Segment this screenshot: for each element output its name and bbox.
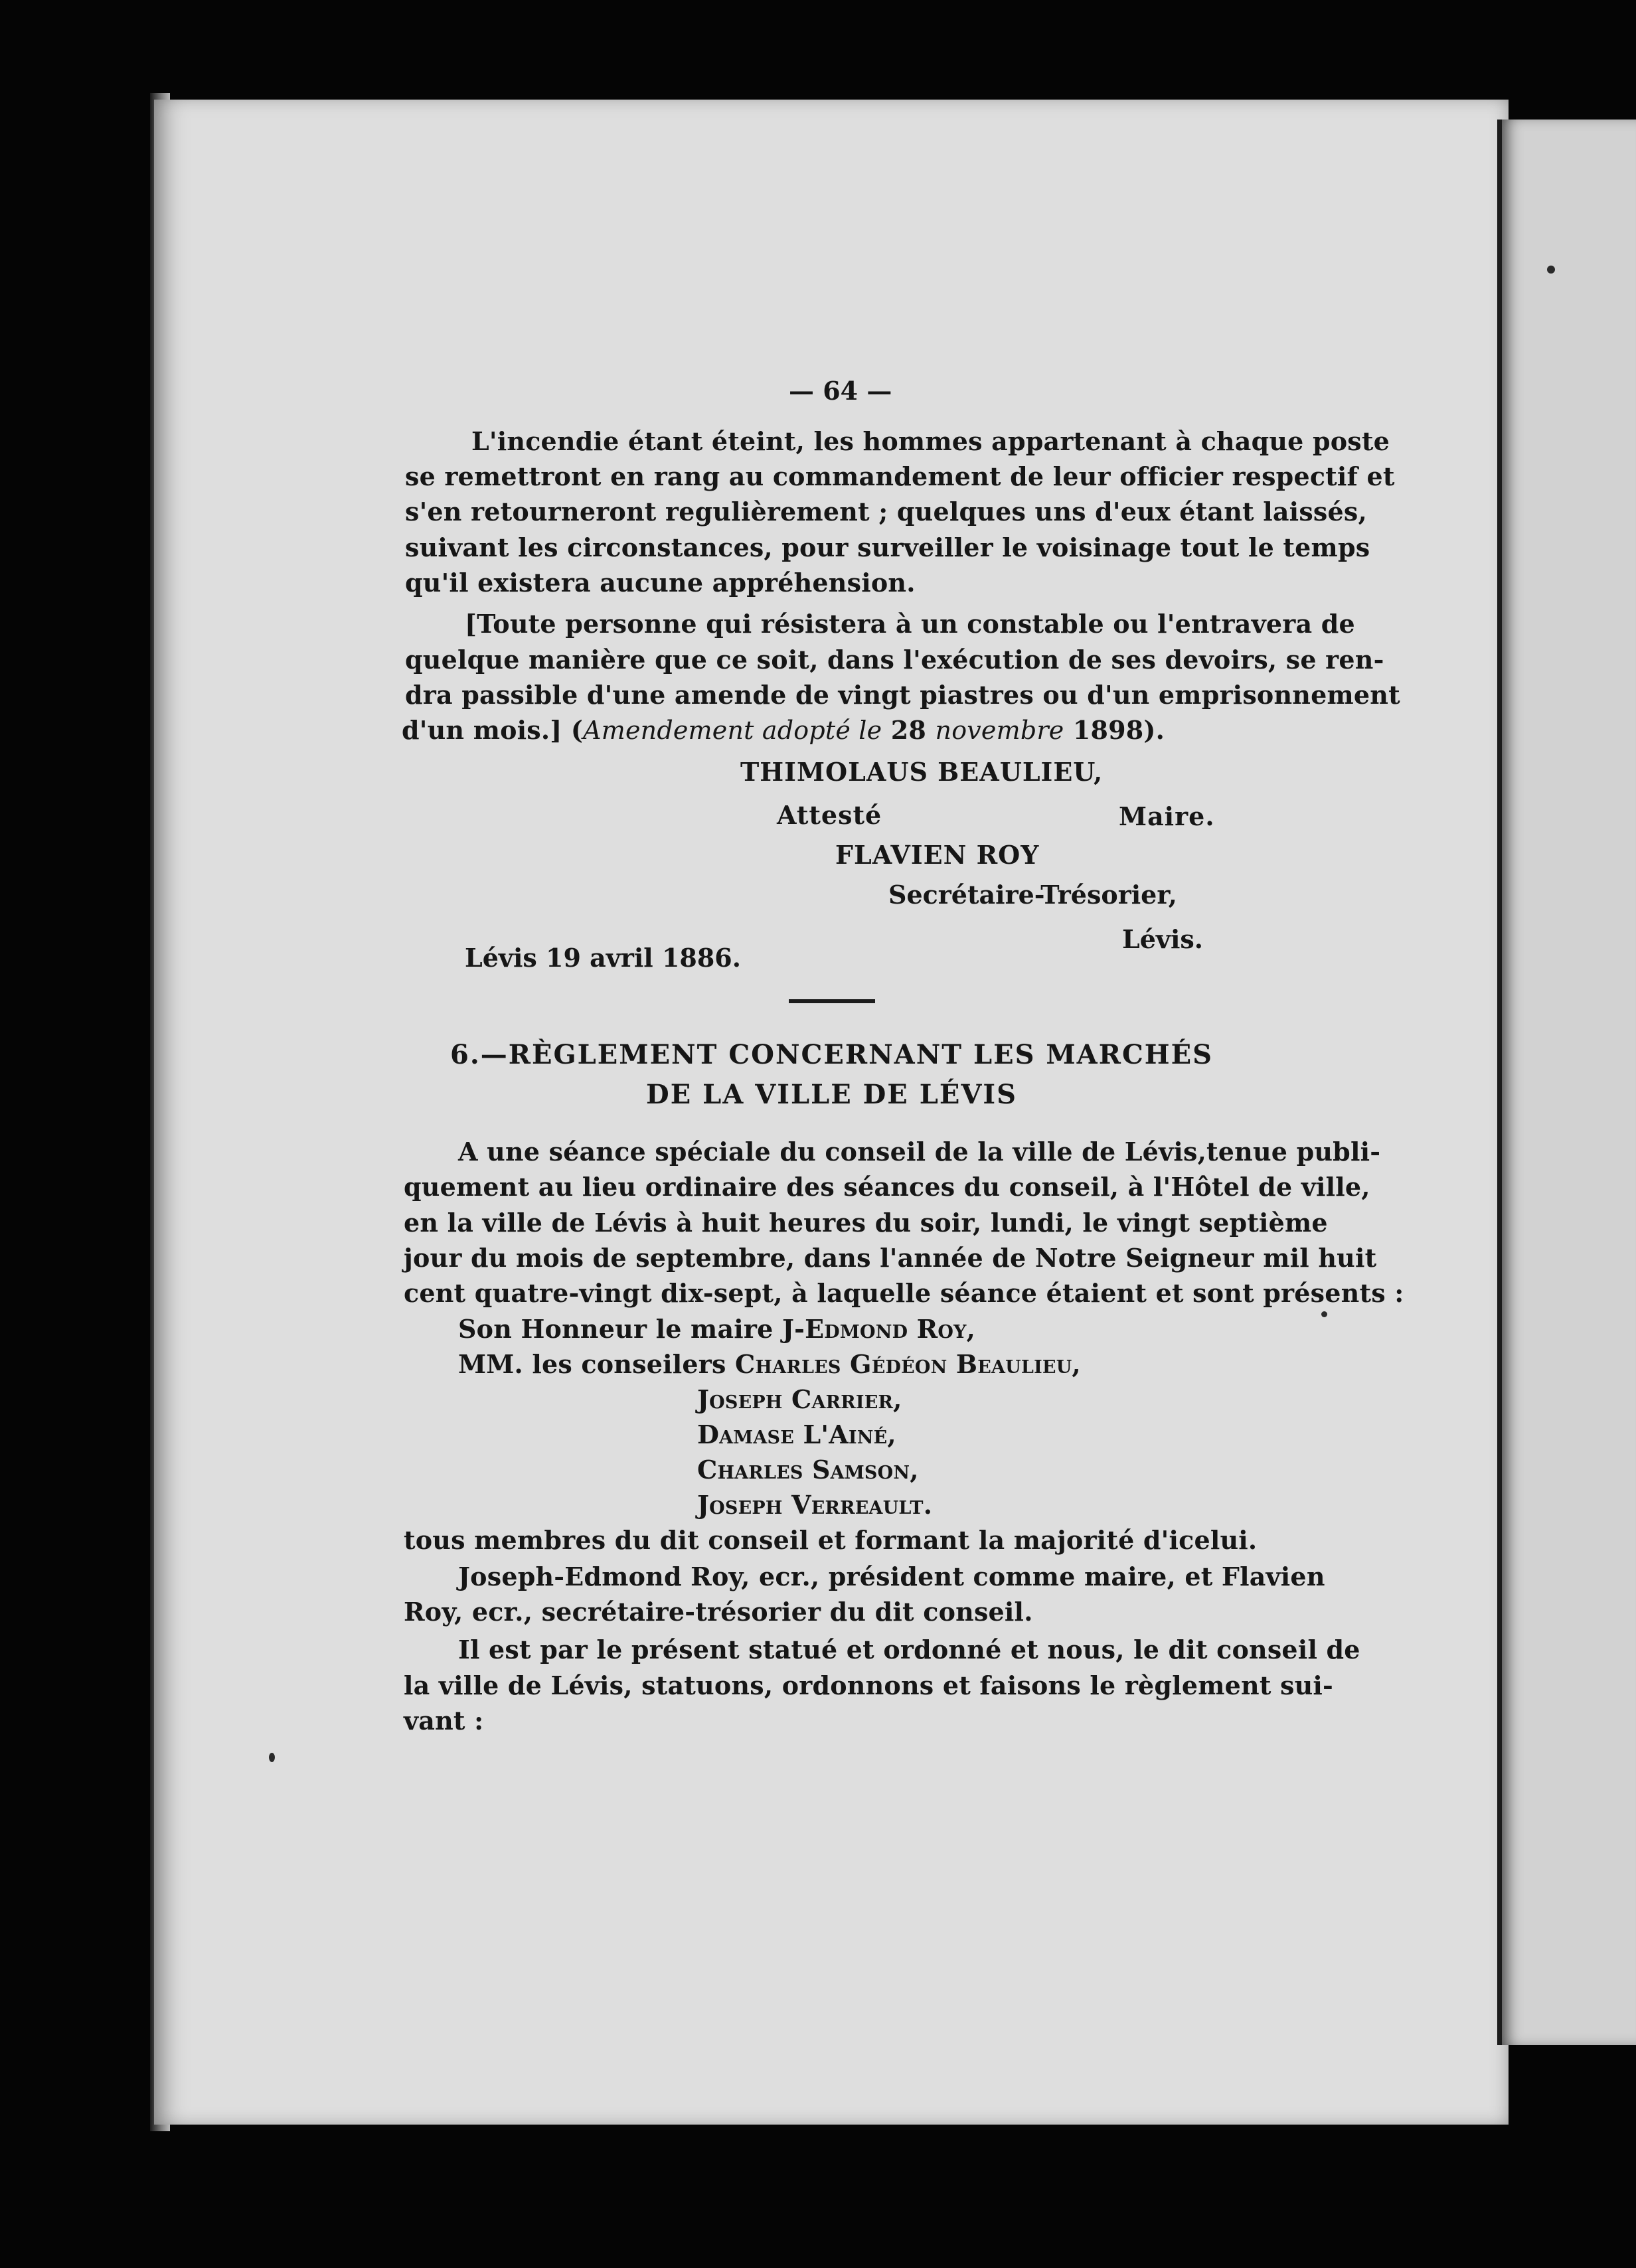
text-fragment: Son Honneur le maire: [458, 1314, 774, 1344]
text-line: jour du mois de septembre, dans l'année de Notre Seigneur mil huit: [404, 1243, 1377, 1273]
section-heading: 6.—RÈGLEMENT CONCERNANT LES MARCHÉS: [450, 1039, 1213, 1070]
councillor-name: Damase L'Ainé,: [697, 1419, 896, 1449]
mayor-title: Maire.: [1119, 801, 1215, 831]
scan-speck: [269, 1753, 275, 1762]
present-mayor: [458, 1313, 975, 1346]
attest-label: Attesté: [777, 800, 882, 830]
facing-page-edge: [1502, 120, 1636, 2045]
secretary-name: FLAVIEN ROY: [835, 840, 1040, 870]
mayor-name-smallcaps: J-Edmond Roy,: [781, 1314, 976, 1344]
text-line: en la ville de Lévis à huit heures du soir, lundi, le vingt septième: [404, 1208, 1328, 1238]
scan-speck: [1547, 266, 1555, 274]
councillor-name: Joseph Carrier,: [697, 1384, 902, 1414]
councillor-name: Charles Samson,: [697, 1455, 919, 1485]
scan-speck: [1321, 1311, 1327, 1317]
text-line: A une séance spéciale du conseil de la ville de Lévis,tenue publi-: [458, 1137, 1381, 1167]
text-line: tous membres du dit conseil et formant la majorité d'icelui.: [404, 1525, 1258, 1555]
text-fragment: d'un mois.] (: [402, 715, 584, 745]
text-line: Joseph-Edmond Roy, ecr., président comme maire, et Flavien: [458, 1562, 1325, 1591]
text-line: dra passible d'une amende de vingt piastres ou d'un emprisonnement: [405, 680, 1400, 710]
text-line: Il est par le présent statué et ordonné et nous, le dit conseil de: [458, 1635, 1360, 1664]
text-fragment: MM. les conseilers: [458, 1349, 726, 1379]
page-number: — 64 —: [789, 376, 892, 406]
text-line: quement au lieu ordinaire des séances du conseil, à l'Hôtel de ville,: [404, 1172, 1370, 1202]
section-subheading: DE LA VILLE DE LÉVIS: [646, 1079, 1017, 1110]
text-line: Roy, ecr., secrétaire-trésorier du dit conseil.: [404, 1597, 1033, 1627]
text-line: [Toute personne qui résistera à un constable ou l'entravera de: [465, 609, 1355, 639]
text-line: [402, 714, 1165, 747]
text-fragment: 28: [890, 715, 927, 745]
text-line: suivant les circonstances, pour surveiller le voisinage tout le temps: [405, 532, 1370, 562]
text-line: s'en retourneront regulièrement ; quelques uns d'eux étant laissés,: [405, 497, 1367, 526]
italic-fragment: Amendement adopté le: [583, 716, 882, 745]
text-line: se remettront en rang au commandement de leur officier respectif et: [405, 461, 1395, 491]
text-fragment: 1898).: [1072, 715, 1165, 745]
text-line: L'incendie étant éteint, les hommes appartenant à chaque poste: [471, 426, 1390, 456]
secretary-place: Lévis.: [1122, 924, 1204, 954]
section-divider: [789, 999, 875, 1003]
mayor-name: THIMOLAUS BEAULIEU,: [740, 757, 1104, 787]
text-line: vant :: [404, 1706, 484, 1736]
text-line: qu'il existera aucune appréhension.: [405, 568, 916, 598]
secretary-title: Secrétaire-Trésorier,: [888, 880, 1177, 910]
present-councillors: [458, 1348, 1081, 1381]
text-line: cent quatre-vingt dix-sept, à laquelle séance étaient et sont présents :: [404, 1278, 1404, 1308]
italic-fragment: novembre: [935, 716, 1064, 745]
text-line: quelque manière que ce soit, dans l'exécution de ses devoirs, se ren-: [405, 645, 1384, 675]
place-date: Lévis 19 avril 1886.: [465, 943, 741, 973]
councillor-name: Joseph Verreault.: [697, 1490, 933, 1520]
councillor-name: Charles Gédéon Beaulieu,: [735, 1349, 1081, 1379]
text-line: la ville de Lévis, statuons, ordonnons et faisons le règlement sui-: [404, 1670, 1334, 1700]
